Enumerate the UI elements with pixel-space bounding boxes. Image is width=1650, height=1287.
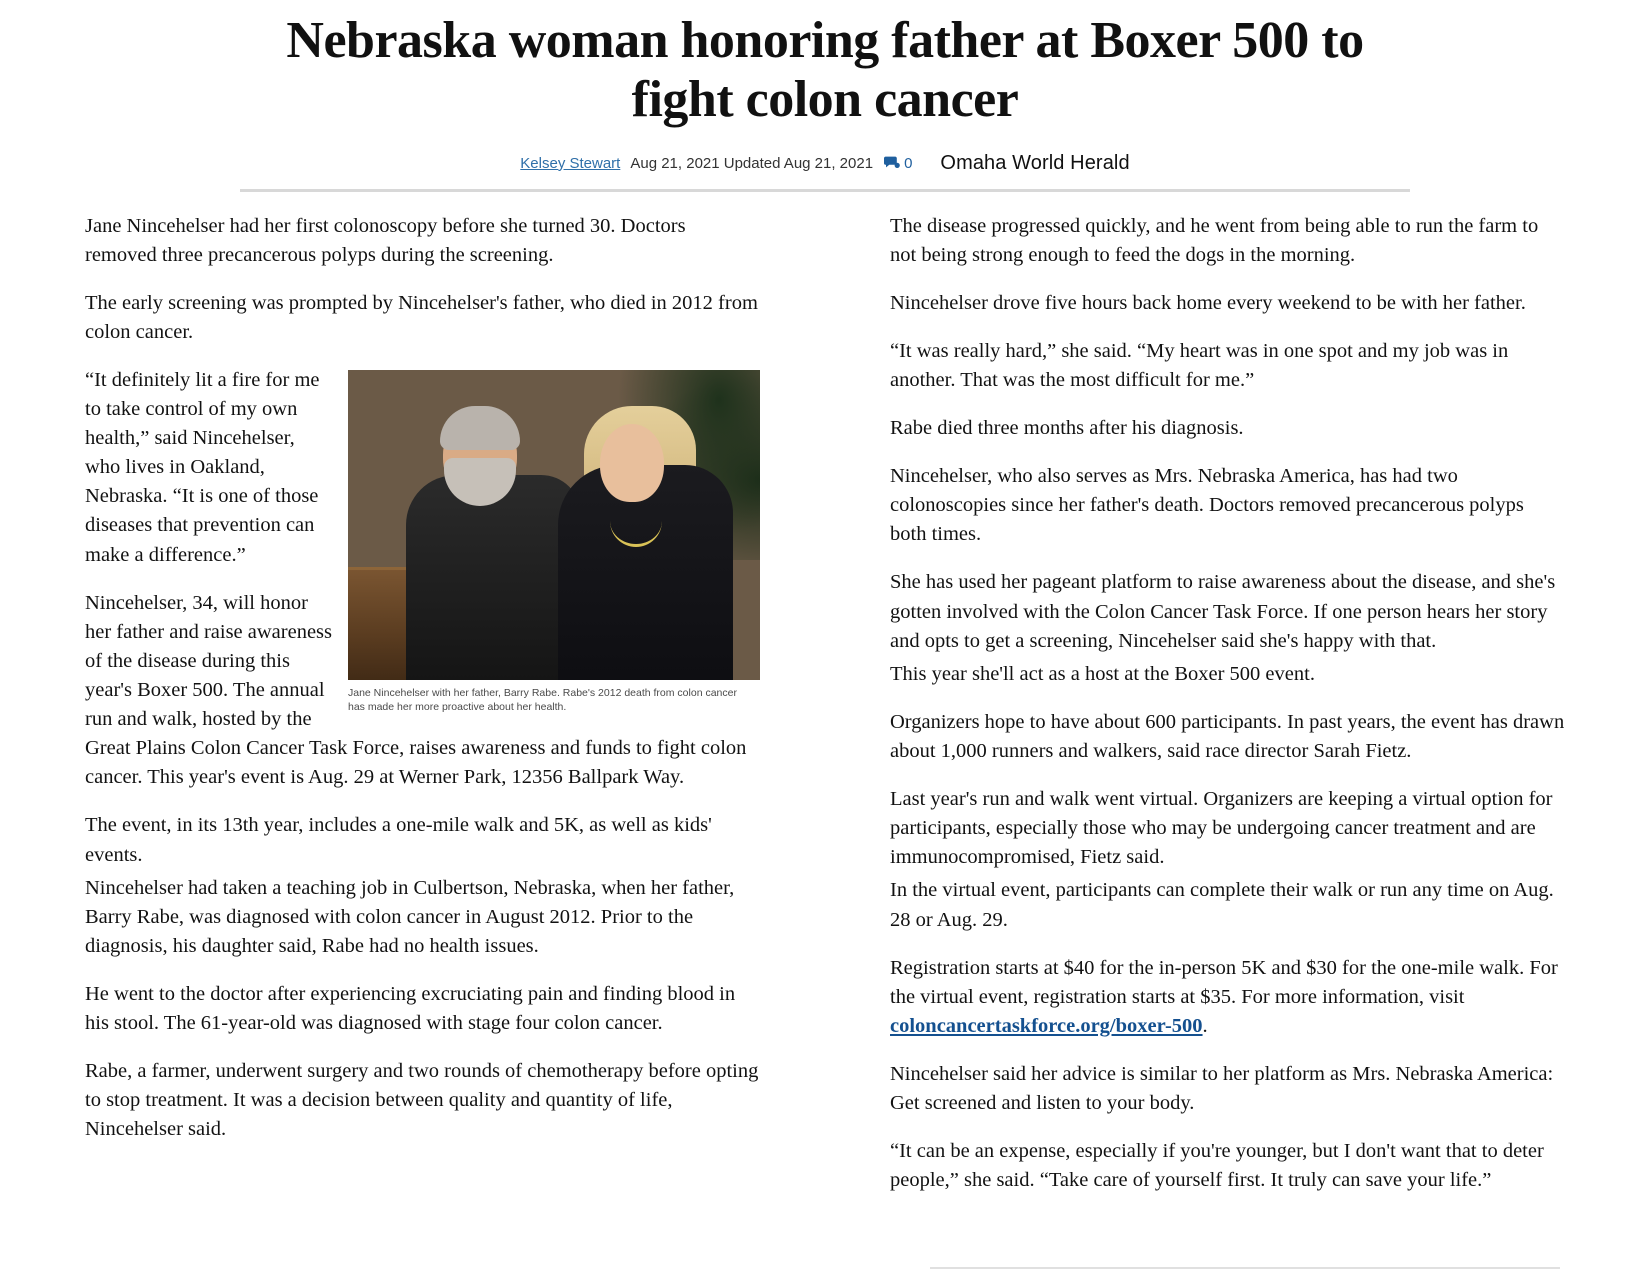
paragraph: In the virtual event, participants can complete their walk or run any time on Aug. 28 or Aug. 29. bbox=[890, 879, 1554, 931]
photo-caption: Jane Nincehelser with her father, Barry Rabe. Rabe's 2012 death from colon cancer has made her more proactive about her health. bbox=[348, 686, 737, 714]
author-link[interactable]: Kelsey Stewart bbox=[520, 154, 621, 172]
paragraph: Nincehelser, who also serves as Mrs. Nebraska America, has had two colonoscopies since her father's death. Doctors removed precancerous polyps both times. bbox=[890, 465, 1524, 546]
paragraph: The disease progressed quickly, and he went from being able to run the farm to not being strong enough to feed the dogs in the morning. bbox=[890, 214, 1539, 266]
paragraph: Rabe, a farmer, underwent surgery and two rounds of chemotherapy before opting to stop treatment. It was a decision between quality and quantity of life, Nincehelser said. bbox=[85, 1060, 759, 1141]
article-body bbox=[85, 212, 1565, 1215]
paragraph: Rabe died three months after his diagnosis. bbox=[890, 417, 1244, 440]
paragraph: Last year's run and walk went virtual. Organizers are keeping a virtual option for participants, especially those who may be undergoing cancer treatment and are immunocompromised, Fietz said. bbox=[890, 788, 1553, 869]
paragraph: Nincehelser said her advice is similar to her platform as Mrs. Nebraska America: Get screened and listen to your body. bbox=[890, 1063, 1554, 1115]
page-title: Nebraska woman honoring father at Boxer 500 to fight colon cancer bbox=[286, 12, 1364, 128]
paragraph: He went to the doctor after experiencing excruciating pain and finding blood in his stool. The 61-year-old was diagnosed with stage four colon cancer. bbox=[85, 983, 736, 1035]
article-photo bbox=[348, 370, 760, 680]
paragraph: “It can be an expense, especially if you're younger, but I don't want that to deter people,” she said. “Take care of yourself first. It truly can save your life.” bbox=[890, 1140, 1544, 1192]
header-divider bbox=[240, 189, 1410, 192]
comment-bubble-icon bbox=[883, 156, 900, 170]
footer-divider bbox=[930, 1267, 1560, 1269]
article-page bbox=[0, 12, 1650, 1287]
comment-count-link[interactable] bbox=[883, 155, 912, 172]
paragraph: Nincehelser, 34, will honor her father and raise awareness of the disease during this year's Boxer 500. The annual run and walk, hosted by the Great Plains Colon Cancer Task Force, raises awareness and funds to fight colon cancer. This year's event is Aug. 29 at Werner Park, 12356 Ballpark Way. bbox=[85, 591, 747, 789]
byline bbox=[85, 152, 1565, 175]
comment-count: 0 bbox=[904, 154, 913, 172]
man-figure bbox=[406, 475, 581, 680]
woman-head bbox=[600, 424, 664, 502]
paragraph: Jane Nincehelser had her first colonoscopy before she turned 30. Doctors removed three precancerous polyps during the screening. bbox=[85, 214, 686, 266]
paragraph: Organizers hope to have about 600 participants. In past years, the event has drawn about 1,000 runners and walkers, said race director Sarah Fietz. bbox=[890, 710, 1565, 763]
left-column bbox=[85, 212, 760, 1215]
registration-text-before: Registration starts at $40 for the in-person 5K and $30 for the one-mile walk. For the virtual event, registration starts at $35. For more information, visit bbox=[890, 956, 1558, 1008]
paragraph: She has used her pageant platform to raise awareness about the disease, and she's gotten involved with the Colon Cancer Task Force. If one person hears her story and opts to get a screening, Nincehelser said she's happy with that. bbox=[890, 571, 1556, 652]
publisher-name: Omaha World Herald bbox=[940, 151, 1130, 174]
article-figure bbox=[348, 370, 760, 714]
paragraph: “It definitely lit a fire for me to take control of my own health,” said Nincehelser, who lives in Oakland, Nebraska. “It is one of those diseases that prevention can make a difference.” bbox=[85, 368, 320, 566]
boxer-500-link[interactable]: coloncancertaskforce.org/boxer-500 bbox=[890, 1014, 1203, 1037]
paragraph: This year she'll act as a host at the Boxer 500 event. bbox=[890, 662, 1315, 685]
publish-dates: Aug 21, 2021 Updated Aug 21, 2021 bbox=[630, 154, 874, 172]
paragraph: The event, in its 13th year, includes a one-mile walk and 5K, as well as kids' events. bbox=[85, 814, 712, 866]
registration-text-after: . bbox=[1202, 1014, 1208, 1037]
right-column bbox=[890, 212, 1565, 1215]
paragraph: The early screening was prompted by Nincehelser's father, who died in 2012 from colon cancer. bbox=[85, 291, 758, 343]
registration-paragraph bbox=[890, 954, 1565, 1041]
paragraph: Nincehelser had taken a teaching job in Culbertson, Nebraska, when her father, Barry Rabe, was diagnosed with colon cancer in August 2012. Prior to the diagnosis, his daughter said, Rabe had no health issues. bbox=[85, 876, 735, 957]
paragraph: Nincehelser drove five hours back home every weekend to be with her father. bbox=[890, 291, 1526, 314]
paragraph: “It was really hard,” she said. “My heart was in one spot and my job was in another. That was the most difficult for me.” bbox=[890, 339, 1509, 391]
